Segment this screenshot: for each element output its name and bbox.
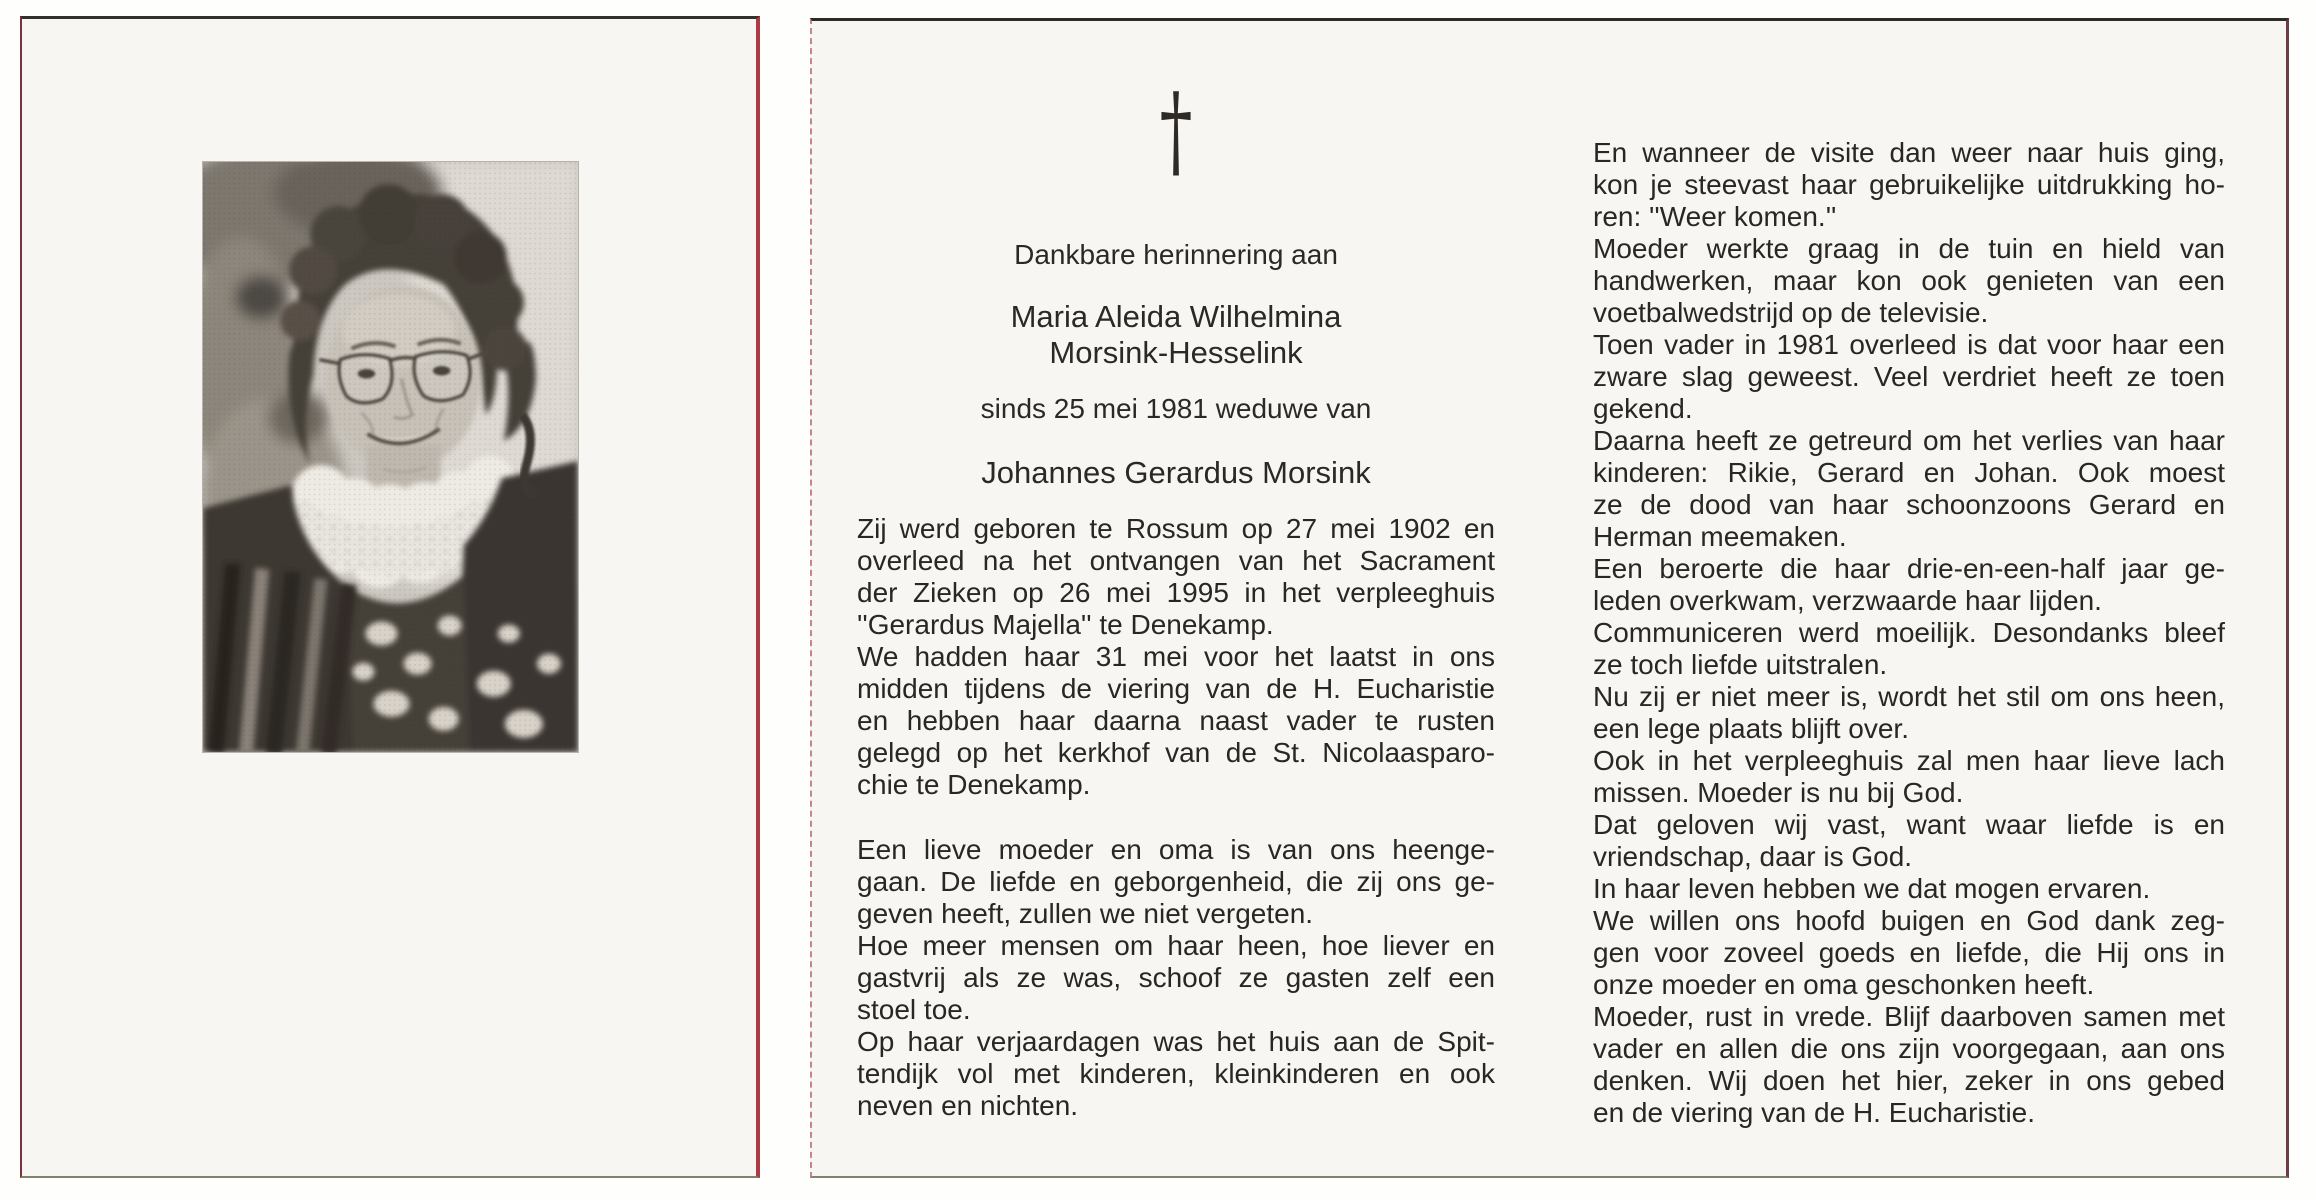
portrait-illustration (203, 162, 578, 752)
text-line: ren: ''Weer komen.'' (1593, 201, 1837, 232)
text-line: Moeder werkte graag in de tuin en hield van (1593, 233, 2225, 264)
text-line: Moeder, rust in vrede. Blijf daarboven samen met (1593, 1001, 2225, 1032)
text-line: zware slag geweest. Veel verdriet heeft ze toen (1593, 361, 2225, 392)
text-line: vriendschap, daar is God. (1593, 841, 1913, 872)
paragraph (1593, 905, 2225, 1001)
memorial-card-front (20, 16, 760, 1178)
text-line: stoel toe. (857, 994, 971, 1025)
widow-line: sinds 25 mei 1981 weduwe van (980, 393, 1372, 424)
deceased-name (857, 299, 1495, 371)
text-line: gelegd op het kerkhof van de St. Nicolaasparo- (857, 737, 1495, 768)
memorial-card-inside (810, 18, 2289, 1178)
text-line: kinderen: Rikie, Gerard en Johan. Ook moest (1593, 457, 2225, 488)
text-line: leden overkwam, verzwaarde haar lijden. (1593, 585, 2102, 616)
text-line: We hadden haar 31 mei voor het laatst in ons (857, 641, 1495, 672)
paragraph (1593, 809, 2225, 873)
paragraph (857, 1026, 1495, 1122)
text-line: kon je steevast haar gebruikelijke uitdrukking ho- (1593, 169, 2225, 200)
text-line: een lege plaats blijft over. (1593, 713, 1909, 744)
biography-column-left (857, 513, 1495, 1122)
cross-icon: † (1159, 71, 1193, 191)
paragraph (1593, 745, 2225, 809)
text-line: overleed na het ontvangen van het Sacrament (857, 545, 1495, 576)
paragraph (1593, 617, 2225, 681)
text-line: ze de dood van haar schoonzoons Gerard en (1593, 489, 2225, 520)
text-line: en de viering van de H. Eucharistie. (1593, 1097, 2036, 1128)
text-line: Dat geloven wij vast, want waar liefde is en (1593, 809, 2225, 840)
paragraph (857, 930, 1495, 1026)
dedication-line: Dankbare herinnering aan (1014, 239, 1338, 270)
paragraph (1593, 329, 2225, 425)
paragraph (857, 834, 1495, 930)
text-line: Herman meemaken. (1593, 521, 1847, 552)
text-line: ze toch liefde uitstralen. (1593, 649, 1888, 680)
paragraph (1593, 553, 2225, 617)
deceased-name-line2: Morsink-Hesselink (1049, 335, 1303, 370)
text-line: geven heeft, zullen we niet vergeten. (857, 898, 1314, 929)
portrait-photo (203, 162, 578, 752)
text-line: chie te Denekamp. (857, 769, 1091, 800)
text-line: vader en allen die ons zijn voorgegaan, aan ons (1593, 1033, 2225, 1064)
paragraph (857, 641, 1495, 801)
text-line: Nu zij er niet meer is, wordt het stil om ons heen, (1593, 681, 2225, 712)
text-line: Ook in het verpleeghuis zal men haar lieve lach (1593, 745, 2225, 776)
text-line: Een beroerte die haar drie-en-een-half jaar ge- (1593, 553, 2225, 584)
text-line: tendijk vol met kinderen, kleinkinderen en ook (857, 1058, 1495, 1089)
text-line: Een lieve moeder en oma is van ons heenge- (857, 834, 1495, 865)
text-line: gaan. De liefde en geborgenheid, die zij ons ge- (857, 866, 1495, 897)
paragraph (1593, 233, 2225, 329)
paragraph (1593, 681, 2225, 745)
husband-name: Johannes Gerardus Morsink (981, 455, 1371, 490)
paragraph (1593, 873, 2225, 905)
text-line: We willen ons hoofd buigen en God dank zeg- (1593, 905, 2225, 936)
text-line: Zij werd geboren te Rossum op 27 mei 1902 en (857, 513, 1495, 544)
biography-column-right (1593, 137, 2225, 1129)
text-line: Op haar verjaardagen was het huis aan de Spit- (857, 1026, 1495, 1057)
text-line: voetbalwedstrijd op de televisie. (1593, 297, 1989, 328)
deceased-name-line1: Maria Aleida Wilhelmina (1010, 299, 1342, 334)
paragraph (1593, 425, 2225, 553)
text-line: onze moeder en oma geschonken heeft. (1593, 969, 2095, 1000)
text-line: gekend. (1593, 393, 1693, 424)
text-line: gen voor zoveel goeds en liefde, die Hij ons in (1593, 937, 2225, 968)
text-line: Toen vader in 1981 overleed is dat voor haar een (1593, 329, 2225, 360)
text-line: En wanneer de visite dan weer naar huis ging, (1593, 137, 2225, 168)
paragraph (1593, 137, 2225, 233)
text-line: gastvrij als ze was, schoof ze gasten zelf een (857, 962, 1495, 993)
text-line: der Zieken op 26 mei 1995 in het verpleeghuis (857, 577, 1495, 608)
text-line: midden tijdens de viering van de H. Eucharistie (857, 673, 1495, 704)
text-line: en hebben haar daarna naast vader te rusten (857, 705, 1495, 736)
text-line: Communiceren werd moeilijk. Desondanks bleef (1593, 617, 2225, 648)
paragraph (857, 513, 1495, 641)
text-line: neven en nichten. (857, 1090, 1079, 1121)
text-line: denken. Wij doen het hier, zeker in ons gebed (1593, 1065, 2225, 1096)
text-line: Hoe meer mensen om haar heen, hoe liever en (857, 930, 1495, 961)
text-line: handwerken, maar kon ook genieten van een (1593, 265, 2225, 296)
text-line: Daarna heeft ze getreurd om het verlies van haar (1593, 425, 2225, 456)
paragraph (1593, 1001, 2225, 1129)
text-line: missen. Moeder is nu bij God. (1593, 777, 1964, 808)
text-line: In haar leven hebben we dat mogen ervaren. (1593, 873, 2151, 904)
text-line: ''Gerardus Majella'' te Denekamp. (857, 609, 1274, 640)
